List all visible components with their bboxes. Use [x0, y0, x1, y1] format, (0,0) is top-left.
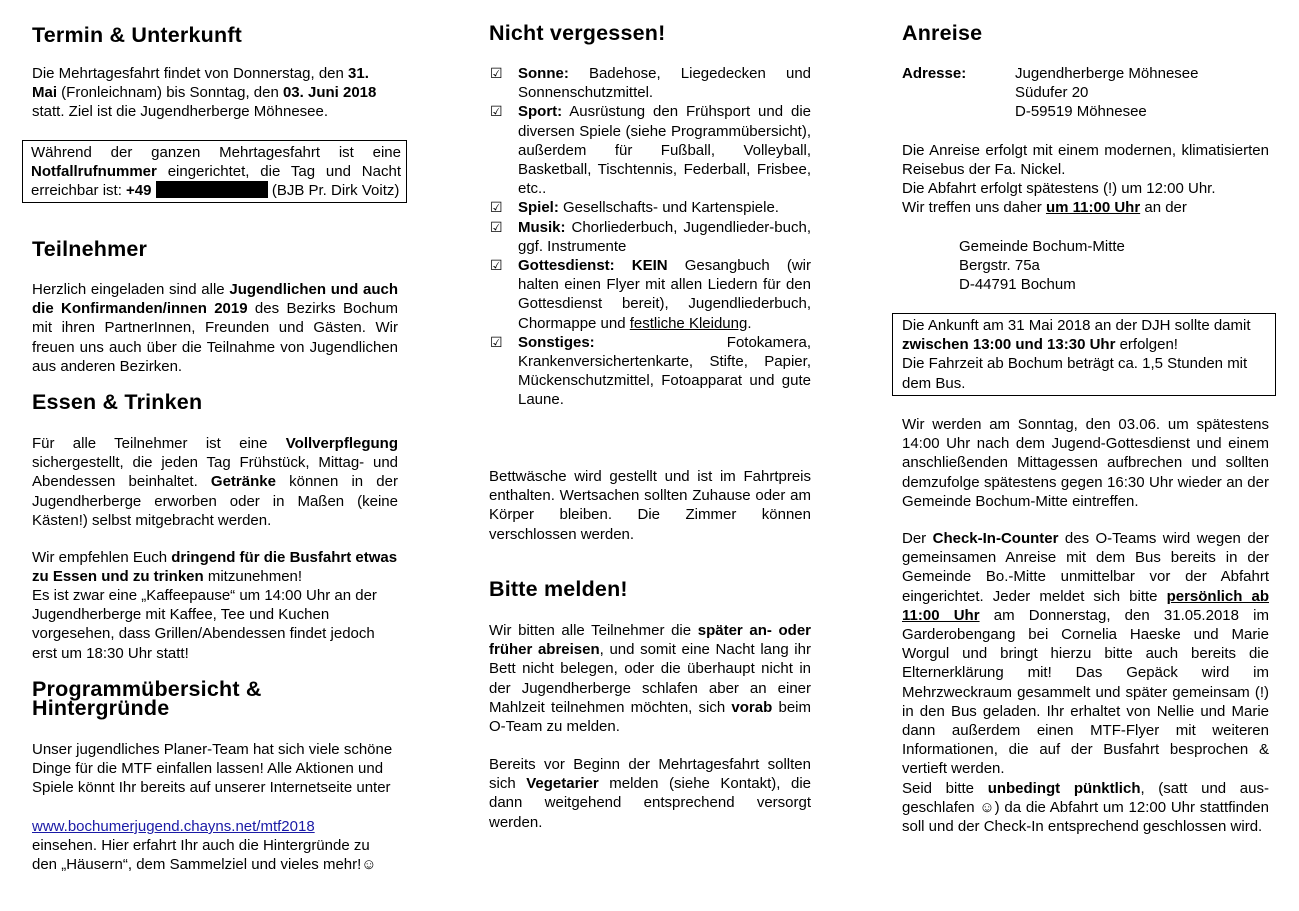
checklist-item-spiel: ☑ Spiel: Gesellschafts- und Kartenspiele.	[490, 199, 779, 217]
paragraph-busfahrt-essen: Wir empfehlen Euch dringend für die Busfahrt etwas zu Essen und zu trinken mitzunehmen!	[32, 549, 398, 586]
paragraph-programm-2: einsehen. Hier erfahrt Ihr auch die Hintergründe zu den „Häusern“, dem Sammelziel und vieles mehr!☺	[32, 837, 377, 874]
checkbox-checked-icon: ☑	[490, 65, 503, 81]
address-line: Gemeinde Bochum-Mitte	[959, 238, 1125, 255]
checkbox-checked-icon: ☑	[490, 257, 503, 274]
address-block	[1015, 64, 1198, 122]
emergency-number-box: Während der ganzen Mehrtagesfahrt ist eine Notfallrufnummer eingerichtet, die Tag und Nacht erreichbar ist: +49 (BJB Pr. Dirk Voitz)	[22, 140, 407, 203]
paragraph-kaffeepause: Es ist zwar eine „Kaffeepause“ um 14:00 Uhr an der Jugendherberge mit Kaffee, Tee und Kuchen vorgesehen, dass Grillen/Abendessen findet jedoch erst um 18:30 Uhr statt!	[32, 587, 377, 662]
address-line: Südufer 20	[1015, 84, 1089, 102]
paragraph-vegetarier: Bereits vor Beginn der Mehrtagesfahrt sollten sich Vegetarier melden (siehe Kontakt), die dann weitgehend entsprechend versorgt werden.	[489, 756, 811, 831]
address-line: D-44791 Bochum	[959, 276, 1076, 294]
address-line: Bergstr. 75a	[959, 257, 1040, 275]
address-line: Jugendherberge Möhnesee	[1015, 65, 1199, 82]
checkbox-checked-icon: ☑	[490, 333, 503, 350]
checkbox-checked-icon: ☑	[490, 103, 503, 120]
heading-nicht-vergessen: Nicht vergessen!	[489, 21, 666, 45]
program-website-paragraph	[32, 817, 398, 836]
paragraph-programm: Unser jugendliches Planer-Team hat sich viele schöne Dinge für die MTF einfallen lassen! Alle Aktionen und Spiele könnt Ihr bereits auf unserer Internetseite unter	[32, 741, 393, 797]
heading-termin-unterkunft: Termin & Unterkunft	[32, 23, 243, 47]
address-line: D-59519 Möhnesee	[1015, 103, 1147, 121]
paragraph-teilnehmer: Herzlich eingeladen sind alle Jugendlichen und auch die Konfirmanden/innen 2019 des Bezirks Bochum mit ihren PartnerInnen, Freunden und Gästen. Wir freuen uns auch über die Teilnahme von Jugendlichen aus anderen Bezirken.	[32, 281, 399, 375]
checklist-item-sonne: ☑ Sonne: Badehose, Liegedecken und Sonnenschutzmittel.	[490, 65, 811, 102]
heading-essen-trinken: Essen & Trinken	[32, 390, 203, 414]
heading-teilnehmer: Teilnehmer	[32, 237, 148, 261]
redacted-phone-number	[156, 181, 268, 198]
meeting-point-address	[959, 237, 1125, 295]
paragraph-anreise-bus: Die Anreise erfolgt mit einem modernen, klimatisierten Reisebus der Fa. Nickel.	[902, 142, 1269, 179]
checkbox-checked-icon: ☑	[490, 218, 503, 235]
packing-checklist	[489, 64, 811, 410]
checklist-item-gottesdienst: ☑ Gottesdienst: KEIN Gesangbuch (wir halten einen Flyer mit allen Liedern für den Gottesdienst bereit), Jugendliederbuch, Chormappe und festliche Kleidung.	[490, 257, 811, 332]
heading-anreise: Anreise	[902, 21, 983, 45]
arrival-info-box: Die Ankunft am 31 Mai 2018 an der DJH sollte damit zwischen 13:00 und 13:30 Uhr erfolgen! Die Fahrzeit ab Bochum beträgt ca. 1,5 Stunden mit dem Bus.	[892, 313, 1276, 396]
paragraph-essen: Für alle Teilnehmer ist eine Vollverpflegung sichergestellt, die jeden Tag Frühstück, Mittag- und Abendessen beinhaltet. Getränke können in der Jugendherberge erworben oder in Maßen (keine Kästen!) selbst mitgebracht werden.	[32, 435, 398, 529]
checklist-item-sonstiges: ☑ Sonstiges: Fotokamera, Krankenversichertenkarte, Stifte, Papier, Mückenschutzmittel, Fotoapparat und gute Laune.	[490, 333, 811, 409]
address-label: Adresse:	[902, 65, 967, 82]
paragraph-termin: Die Mehrtagesfahrt findet von Donnerstag, den 31. Mai (Fronleichnam) bis Sonntag, den 03. Juni 2018 statt. Ziel ist die Jugendherberge Möhnesee.	[32, 65, 377, 121]
program-website-link[interactable]: www.bochumerjugend.chayns.net/mtf2018	[32, 818, 315, 835]
paragraph-rueckfahrt: Wir werden am Sonntag, den 03.06. um spätestens 14:00 Uhr nach dem Jugend-Gottesdienst und einem anschließenden Mittagessen aufbrechen und sollten demzufolge spätestens gegen 16:30 Uhr wieder an der Gemeinde Bochum-Mitte eintreffen.	[902, 416, 1269, 510]
checklist-item-musik: ☑ Musik: Chorliederbuch, Jugendlieder-buch, ggf. Instrumente	[490, 218, 811, 255]
paragraph-bettwaesche: Bettwäsche wird gestellt und ist im Fahrtpreis enthalten. Wertsachen sollten Zuhause oder am Körper bleiben. Die Zimmer können verschlossen werden.	[489, 468, 811, 543]
paragraph-puenktlich: Seid bitte unbedingt pünktlich, (satt und aus-geschlafen ☺) da die Abfahrt um 12:00 Uhr stattfinden soll und der Check-In entsprechend geschlossen wird.	[902, 780, 1269, 836]
heading-bitte-melden: Bitte melden!	[489, 577, 628, 601]
paragraph-check-in: Der Check-In-Counter des O-Teams wird wegen der gemeinsamen Anreise mit dem Bus bereits in der Gemeinde Bo.-Mitte unmittelbar vor der Abfahrt eingerichtet. Jeder meldet sich bitte persönlich ab 11:00 Uhr am Donnerstag, den 31.05.2018 im Garderobengang bei Cornelia Haeske und Marie Worgul und bringt hierzu bitte auch bereits die Elternerklärung mit! Das Gepäck wird im Mehrzweckraum gesammelt und später gemeinsam (!) in den Bus geladen. Ihr erhaltet von Nellie und Marie dann außerdem einen MTF-Flyer mit weiteren Informationen, die auf der Busfahrt besprochen & vertieft werden.	[902, 530, 1270, 778]
heading-programmuebersicht: Programmübersicht & Hintergründe	[32, 677, 262, 720]
checklist-item-sport: ☑ Sport: Ausrüstung den Frühsport und die diversen Spiele (siehe Programmübersicht), außerdem für Fußball, Volleyball, Basketball, Tischtennis, Federball, Frisbee, etc..	[490, 103, 811, 198]
paragraph-abfahrt: Die Abfahrt erfolgt spätestens (!) um 12:00 Uhr.	[902, 180, 1216, 197]
paragraph-treffpunkt: Wir treffen uns daher um 11:00 Uhr an der	[902, 199, 1187, 216]
paragraph-melden: Wir bitten alle Teilnehmer die später an- oder früher abreisen, und somit eine Nacht lang ihr Bett nicht belegen, oder die überhaupt nicht in der Jugendherberge schlafen aber an einer Mahlzeit teilnehmen möchten, sich vorab beim O-Team zu melden.	[489, 622, 811, 736]
checkbox-checked-icon: ☑	[490, 199, 503, 216]
